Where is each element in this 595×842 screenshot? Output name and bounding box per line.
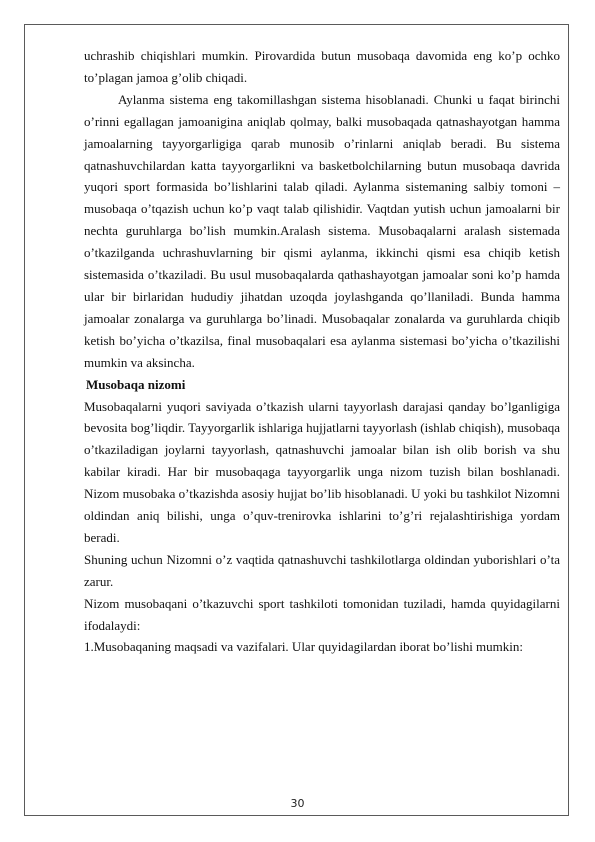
paragraph-musobaqa-nizomi: Musobaqalarni yuqori saviyada o’tkazish ularni tayyorlash darajasi qanday bo’lganligiga bevosita bog’liqdir. Tayyorgarlik ishlariga hujjatlarni tayyorlash (ishlab chiqish), musobaqa o’tkaziladigan joylarni tayyorlash, qatnashuvchi jamoalar bilan ish olib borish va shu kabilar kiradi. Har bir musobaqaga tayyorgarlik unga nizom tuzish bilan boshlanadi. Nizom musobaka o’tkazishda asosiy hujjat bo’lib hisoblanadi. U yoki bu tashkilot Nizomni oldindan aniq bilishi, unga o’quv-trenirovka ishlarini to’g’ri rejalashtirishiga yordam beradi. xyxy=(84,398,560,545)
paragraph-aylanma-sistema: Aylanma sistema eng takomillashgan sistema hisoblanadi. Chunki u faqat birinchi o’rinni egallagan jamoanigina aniqlab qolmay, balki musobaqada qatnashayotgan hamma jamoalarning tayyorgarligiga qarab munosib o’rinlarni aniqlab beradi. Bu sistema qatnashuvchilardan katta tayyorgarlikni va basketbolchilarning butun musobaqa davrida yuqori sport formasida bo’lishlarini talab qiladi. Aylanma sistemaning salbiy tomoni – musobaqa o’tqazish uchun ko’p vaqt talab qilishidir. Vaqtdan yutish uchun jamoalarni bir nechta guruhlarga bo’lish mumkin.Aralash sistema. Musobaqalarni aralash sistemada o’tkazilganda uchrashuvlarning bir qismi aylanma, ikkinchi qismi esa chiqib ketish sistemasida o’tkaziladi. Bu usul musobaqalarda qathashayotgan jamoalar soni ko’p hamda ular bir birlaridan hududiy jihatdan uzoqda joylashganda qo’llaniladi. Bunda hamma jamoalar zonalarga va guruhlarga bo’linadi. Musobaqalar zonalarda va guruhlarda chiqib ketish bo’yicha o’tkazilsa, final musobaqalari esa aylanma sistemasi bo’yicha o’tkazilishi mumkin va aksincha. xyxy=(84,91,560,370)
section-heading: Musobaqa nizomi xyxy=(86,376,186,392)
document-body xyxy=(84,45,560,658)
paragraph-nizom-tuziladi: Nizom musobaqani o’tkazuvchi sport tashkiloti tomonidan tuziladi, hamda quyidagilarni ifodalaydi: xyxy=(84,595,560,633)
paragraph-continuation: uchrashib chiqishlari mumkin. Pirovardida butun musobaqa davomida eng ko’p ochko to’plagan jamoa g’olib chiqadi. xyxy=(84,48,560,85)
paragraph-shuning-uchun: Shuning uchun Nizomni o’z vaqtida qatnashuvchi tashkilotlarga oldindan yuborishlari o’ta zarur. xyxy=(84,551,560,589)
page-number: 30 xyxy=(290,797,305,810)
paragraph-list-item-1: 1.Musobaqaning maqsadi va vazifalari. Ular quyidagilardan iborat bo’lishi mumkin: xyxy=(84,639,524,655)
